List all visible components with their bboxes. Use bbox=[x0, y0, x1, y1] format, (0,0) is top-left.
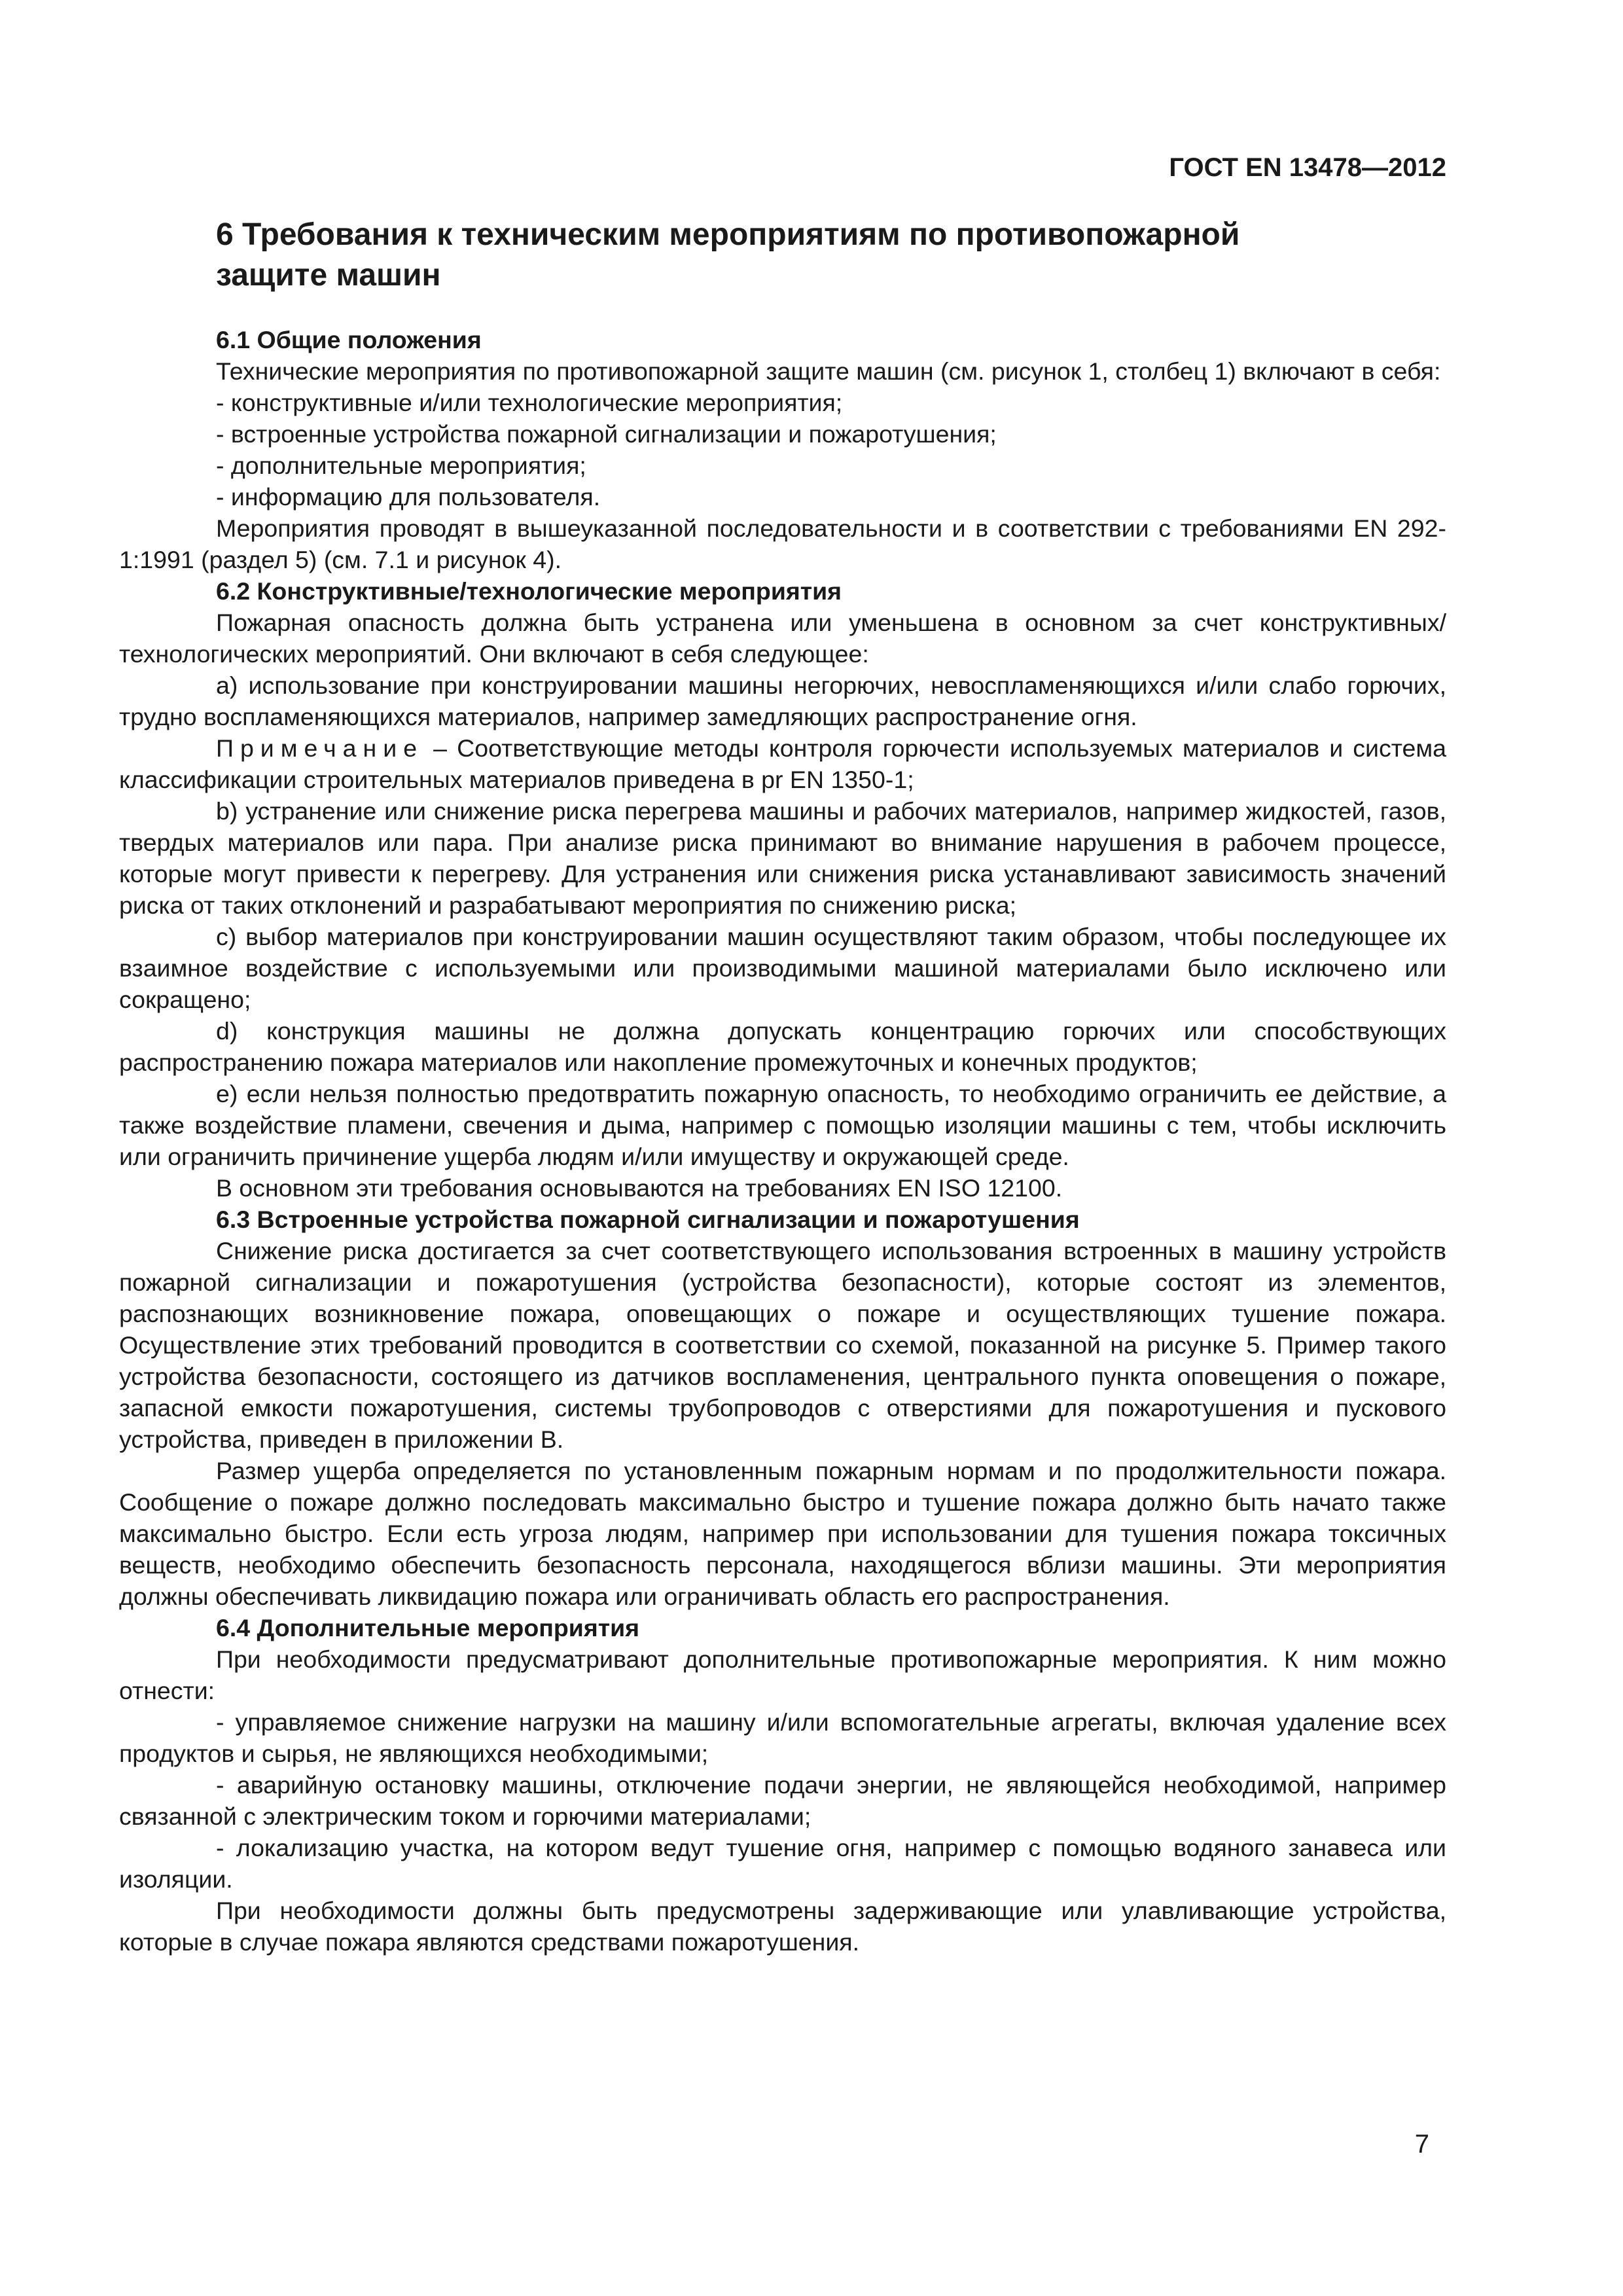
subsection-heading-6-4: 6.4 Дополнительные мероприятия bbox=[216, 1614, 640, 1641]
note-label: Примечание bbox=[216, 734, 424, 762]
list-item: - встроенные устройства пожарной сигнализации и пожаротушения; bbox=[216, 420, 997, 448]
list-item: - дополнительные мероприятия; bbox=[216, 452, 586, 479]
note-text: – Соответствующие методы контроля горючести используемых материалов и система классификации строительных материалов приведена в pr EN 1350-1; bbox=[119, 734, 1446, 793]
paragraph: Пожарная опасность должна быть устранена или уменьшена в основном за счет конструктивных/технологических мероприятий. Они включают в себя следующее: bbox=[119, 609, 1446, 668]
page-number: 7 bbox=[1414, 2130, 1429, 2159]
section-title: 6 Требования к техническим мероприятиям по противопожарной защите машин bbox=[216, 217, 1240, 293]
list-item: - информацию для пользователя. bbox=[216, 483, 601, 511]
list-item: а) использование при конструировании машины негорючих, невоспламеняющихся и/или слабо горючих, трудно воспламеняющихся материалов, например замедляющих распространение огня. bbox=[119, 672, 1446, 730]
paragraph: Мероприятия проводят в вышеуказанной последовательности и в соответствии с требованиями EN 292-1:1991 (раздел 5) (см. 7.1 и рисунок 4). bbox=[119, 514, 1446, 573]
paragraph: В основном эти требования основываются на требованиях EN ISO 12100. bbox=[216, 1174, 1063, 1202]
subsection-heading-6-2: 6.2 Конструктивные/технологические мероприятия bbox=[216, 577, 842, 605]
list-item: - локализацию участка, на котором ведут тушение огня, например с помощью водяного занавеса или изоляции. bbox=[119, 1834, 1446, 1893]
subsection-heading-6-3: 6.3 Встроенные устройства пожарной сигнализации и пожаротушения bbox=[216, 1206, 1080, 1233]
list-item: - управляемое снижение нагрузки на машину и/или вспомогательные агрегаты, включая удаление всех продуктов и сырья, не являющихся необходимыми; bbox=[119, 1708, 1446, 1767]
list-item: d) конструкция машины не должна допускать концентрацию горючих или способствующих распространению пожара материалов или накопление промежуточных и конечных продуктов; bbox=[119, 1017, 1446, 1076]
list-item: - аварийную остановку машины, отключение подачи энергии, не являющейся необходимой, например связанной с электрическим током и горючими материалами; bbox=[119, 1771, 1446, 1830]
list-item: - конструктивные и/или технологические мероприятия; bbox=[216, 389, 843, 416]
list-item: b) устранение или снижение риска перегрева машины и рабочих материалов, например жидкостей, газов, твердых материалов или пара. При анализе риска принимают во внимание нарушения в рабочем процессе, которые могут привести к перегреву. Для устранения или снижения риска устанавливают зависимость значений риска от таких отклонений и разрабатывают мероприятия по снижению риска; bbox=[119, 797, 1446, 919]
note bbox=[119, 732, 1446, 795]
list-item: е) если нельзя полностью предотвратить пожарную опасность, то необходимо ограничить ее действие, а также воздействие пламени, свечения и дыма, например с помощью изоляции машины с тем, чтобы исключить или ограничить причинение ущерба людям и/или имуществу и окружающей среде. bbox=[119, 1080, 1446, 1170]
document-body bbox=[119, 324, 1446, 1958]
paragraph: При необходимости предусматривают дополнительные противопожарные мероприятия. К ним можно отнести: bbox=[119, 1645, 1446, 1704]
paragraph: При необходимости должны быть предусмотрены задерживающие или улавливающие устройства, которые в случае пожара являются средствами пожаротушения. bbox=[119, 1897, 1446, 1956]
paragraph: Снижение риска достигается за счет соответствующего использования встроенных в машину устройств пожарной сигнализации и пожаротушения (устройства безопасности), которые состоят из элементов, распознающих возникновение пожара, оповещающих о пожаре и осуществляющих тушение пожара. Осуществление этих требований проводится в соответствии со схемой, показанной на рисунке 5. Пример такого устройства безопасности, состоящего из датчиков воспламенения, центрального пункта оповещения о пожаре, запасной емкости пожаротушения, системы трубопроводов с отверстиями для пожаротушения и пускового устройства, приведен в приложении В. bbox=[119, 1237, 1446, 1453]
subsection-heading-6-1: 6.1 Общие положения bbox=[216, 326, 482, 353]
paragraph: Размер ущерба определяется по установленным пожарным нормам и по продолжительности пожара. Сообщение о пожаре должно последовать максимально быстро и тушение пожара должно быть начато также максимально быстро. Если есть угроза людям, например при использовании для тушения пожара токсичных веществ, необходимо обеспечить безопасность персонала, находящегося вблизи машины. Эти мероприятия должны обеспечивать ликвидацию пожара или ограничивать область его распространения. bbox=[119, 1457, 1446, 1610]
list-item: с) выбор материалов при конструировании машин осуществляют таким образом, чтобы последующее их взаимное воздействие с используемыми или производимыми машиной материалами было исключено или сокращено; bbox=[119, 923, 1446, 1013]
document-header: ГОСТ EN 13478—2012 bbox=[1169, 153, 1446, 182]
paragraph: Технические мероприятия по противопожарной защите машин (см. рисунок 1, столбец 1) включают в себя: bbox=[216, 357, 1441, 385]
